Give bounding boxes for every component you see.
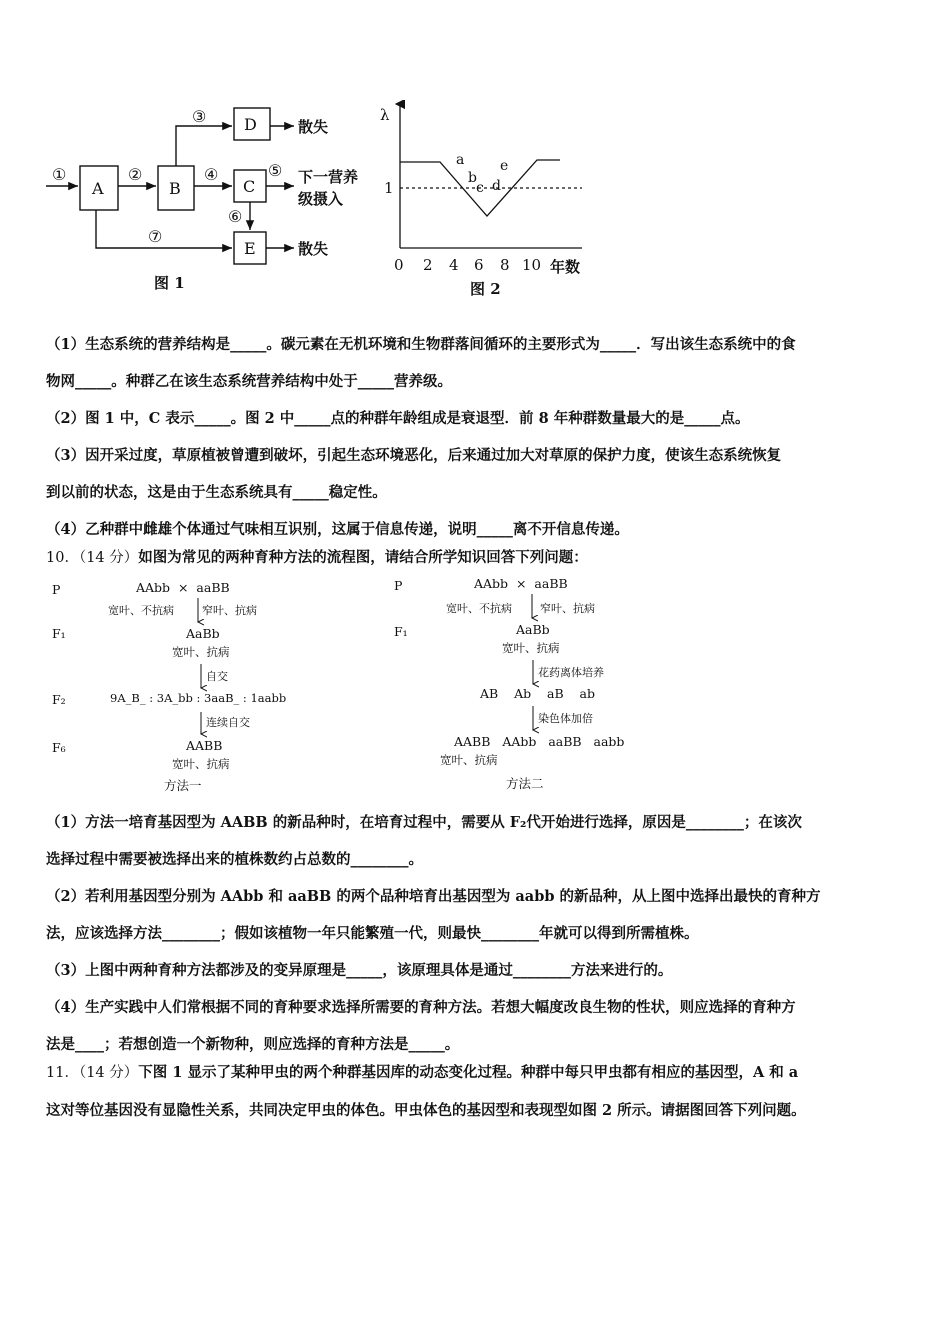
point-e: e — [500, 158, 509, 174]
m2-result-genotypes: AABB AAbb aaBB aabb — [454, 734, 625, 749]
y-tick-1: 1 — [384, 179, 394, 197]
q10-line-7: 法是____；若想创造一个新物种，则应选择的育种方法是_____。 — [46, 1036, 460, 1053]
q10-line-2: 选择过程中需要被选择出来的植株数约占总数的________。 — [46, 851, 423, 868]
c-output-label-2: 级摄入 — [298, 190, 344, 208]
m1-arrow1-label: 自交 — [206, 670, 228, 683]
x-tick-6: 6 — [474, 256, 484, 274]
m1-arrow2-label: 连续自交 — [206, 716, 250, 729]
box-d-label: D — [244, 115, 257, 134]
circle-7: ⑦ — [148, 227, 163, 246]
figure-2-lambda-chart — [372, 100, 612, 300]
c-output-label-1: 下一营养 — [298, 168, 359, 186]
m1-f2-genotypes: 9A_B_ : 3A_bb : 3aaB_ : 1aabb — [110, 691, 287, 705]
box-a-label: A — [92, 179, 104, 198]
circle-4: ④ — [204, 165, 219, 184]
m2-parent-traits: 宽叶、不抗病 窄叶、抗病 — [446, 602, 595, 615]
x-tick-10: 10 — [522, 256, 542, 274]
circle-1: ① — [52, 165, 67, 184]
e-output-label: 散失 — [298, 240, 329, 258]
x-tick-4: 4 — [449, 256, 459, 274]
box-b-label: B — [169, 179, 181, 198]
q10-stem: 如图为常见的两种育种方法的流程图，请结合所学知识回答下列问题： — [138, 549, 588, 566]
m2-gametes: AB Ab aB ab — [480, 686, 596, 701]
figure-1-caption: 图 1 — [154, 274, 185, 292]
method-1 — [52, 580, 286, 793]
m1-f6-trait: 宽叶、抗病 — [172, 757, 230, 771]
circle-2: ② — [128, 165, 143, 184]
method-2 — [394, 576, 624, 791]
x-axis-unit: 年数 — [550, 258, 581, 276]
m2-p-label: P — [394, 578, 403, 593]
m1-f2-label: F₂ — [52, 692, 66, 707]
q10-line-3: （2）若利用基因型分别为 AAbb 和 aaBB 的两个品种培育出基因型为 aabb 的新品种，从上图中选择出最快的育种方 — [46, 888, 821, 905]
q11-line-2: 这对等位基因没有显隐性关系，共同决定甲虫的体色。甲虫体色的基因型和表现型如图 2 所示。请据图回答下列问题。 — [46, 1102, 806, 1119]
q11-number: 11．（14 分） — [46, 1065, 139, 1081]
question-11 — [46, 1054, 910, 1129]
box-c-label: C — [243, 177, 256, 196]
m2-arrow2-label: 染色体加倍 — [538, 712, 593, 725]
figure-breeding-methods — [46, 572, 666, 802]
q9-line-1: （1）生态系统的营养结构是_____。碳元素在无机环境和生物群落间循环的主要形式为_____．写出该生态系统中的食 — [46, 336, 796, 353]
q10-line-6: （4）生产实践中人们常根据不同的育种要求选择所需要的育种方法。若想大幅度改良生物的性状，则应选择的育种方 — [46, 999, 796, 1016]
m2-f1-label: F₁ — [394, 624, 408, 639]
m2-f1-genotype: AaBb — [516, 622, 550, 637]
circle-6: ⑥ — [228, 207, 243, 226]
q10-number: 10．（14 分） — [46, 550, 139, 566]
m2-cross: AAbb × aaBB — [474, 576, 568, 591]
m1-p-label: P — [52, 582, 61, 597]
m1-f6-label: F₆ — [52, 740, 66, 755]
q9-line-3: （2）图 1 中，C 表示_____。图 2 中_____点的种群年龄组成是衰退型．前 8 年种群数量最大的是_____点。 — [46, 410, 750, 427]
q11-line-1: 下图 1 显示了某种甲虫的两个种群基因库的动态变化过程。种群中每只甲虫都有相应的基因型，A 和 a — [138, 1064, 799, 1081]
q10-line-5: （3）上图中两种育种方法都涉及的变异原理是_____，该原理具体是通过________方法来进行的。 — [46, 962, 673, 979]
d-output-label: 散失 — [298, 118, 329, 136]
circle-5: ⑤ — [268, 161, 283, 180]
m1-f1-label: F₁ — [52, 626, 66, 641]
x-tick-2: 2 — [423, 256, 433, 274]
m1-f6-genotype: AABB — [186, 738, 223, 753]
q9-line-5: 到以前的状态，这是由于生态系统具有_____稳定性。 — [46, 484, 387, 501]
point-a: a — [456, 152, 465, 168]
question-10 — [46, 804, 910, 1063]
x-tick-8: 8 — [500, 256, 510, 274]
m2-name: 方法二 — [506, 776, 544, 791]
m1-parent-traits: 宽叶、不抗病 窄叶、抗病 — [108, 604, 257, 617]
m1-name: 方法一 — [164, 778, 202, 793]
q9-line-4: （3）因开采过度，草原植被曾遭到破坏，引起生态环境恶化，后来通过加大对草原的保护力度，使该生态系统恢复 — [46, 447, 782, 464]
point-b: b — [468, 170, 477, 186]
q9-line-6: （4）乙种群中雌雄个体通过气味相互识别，这属于信息传递，说明_____离不开信息传递。 — [46, 521, 629, 538]
y-axis-label: λ — [380, 106, 390, 124]
figure-2-caption: 图 2 — [470, 280, 501, 298]
q10-line-1: （1）方法一培育基因型为 AABB 的新品种时，在培育过程中，需要从 F₂代开始进行选择，原因是________；在该次 — [46, 814, 802, 831]
m1-cross: AAbb × aaBB — [136, 580, 230, 595]
m2-arrow1-label: 花药离体培养 — [538, 666, 604, 679]
m2-result-trait: 宽叶、抗病 — [440, 753, 498, 767]
x-tick-0: 0 — [394, 256, 404, 274]
point-c: c — [476, 180, 484, 196]
point-d: d — [492, 178, 501, 194]
circle-3: ③ — [192, 107, 207, 126]
question-9 — [46, 326, 910, 548]
box-e-label: E — [244, 239, 256, 258]
q9-line-2: 物网_____。种群乙在该生态系统营养结构中处于_____营养级。 — [46, 373, 452, 390]
m1-f1-trait: 宽叶、抗病 — [172, 645, 230, 659]
q10-line-4: 法，应该选择方法________；假如该植物一年只能繁殖一代，则最快________年就可以得到所需植株。 — [46, 925, 699, 942]
m1-f1-genotype: AaBb — [186, 626, 220, 641]
m2-f1-trait: 宽叶、抗病 — [502, 641, 560, 655]
figure-1-energy-flow — [44, 100, 370, 300]
